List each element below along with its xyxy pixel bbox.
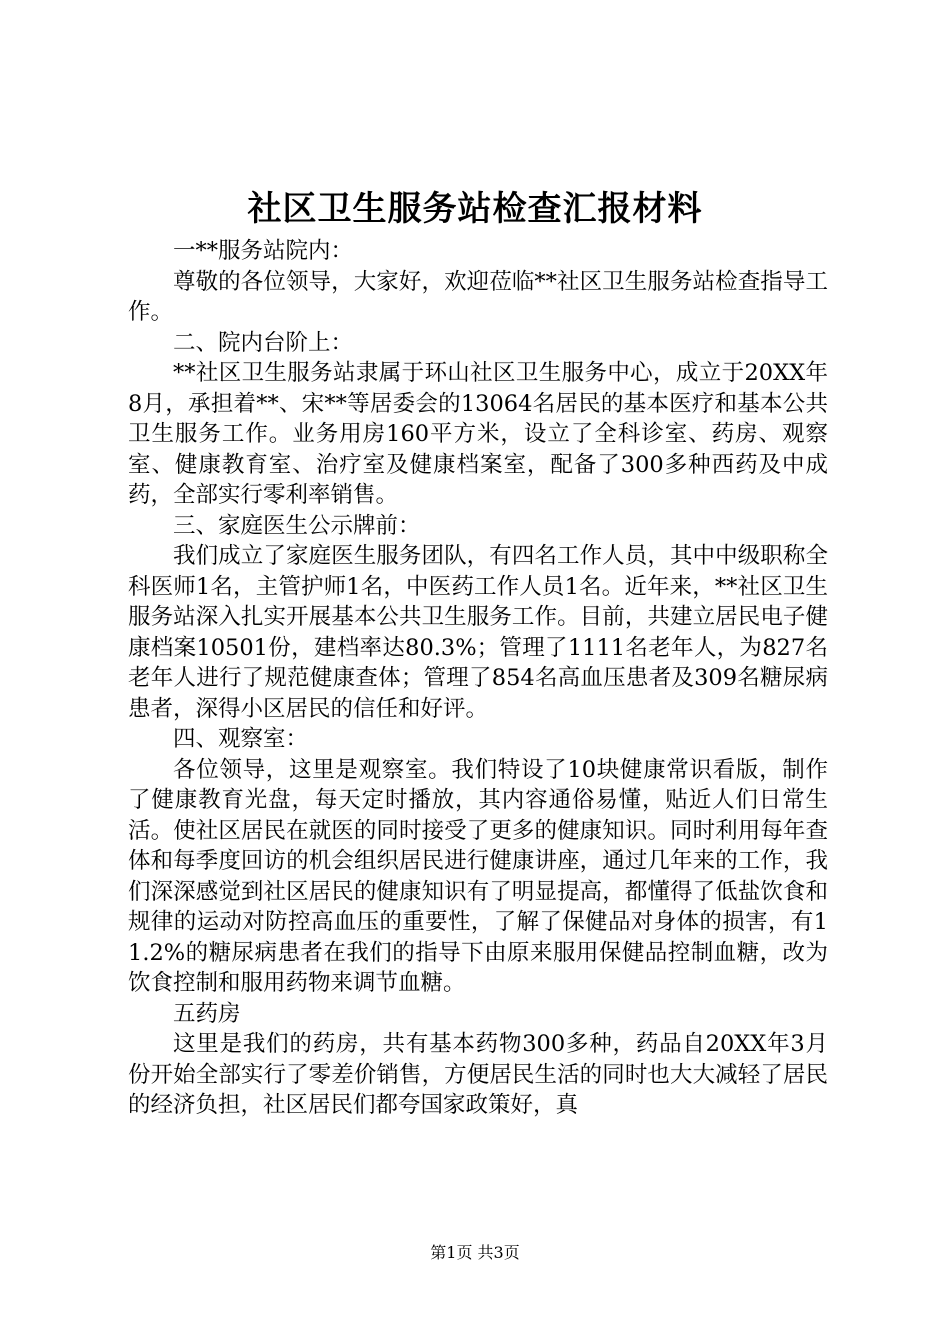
page-number: 第1页 共3页 [430,1243,520,1262]
document-body [128,236,828,1121]
section-heading-observation-room: 四、观察室： [173,726,309,752]
section-heading-steps: 二、院内台阶上： [173,329,354,356]
paragraph-observation-room: 各位领导，这里是观察室。我们特设了10块健康常识看版，制作了健康教育光盘，每天定时播放，其内容通俗易懂，贴近人们日常生活。使社区居民在就医的同时接受了更多的健康知识。同时利用每年查体和每季度回访的机会组织居民进行健康讲座，通过几年来的工作，我们深深感觉到社区居民的健康知识有了明显提高，都懂得了低盐饮食和规律的运动对防控高血压的重要性，了解了保健品对身体的损害，有11.2%的糖尿病患者在我们的指导下由原来服用保健品控制血糖，改为饮食控制和服用药物来调节血糖。 [128,756,828,996]
section-heading-courtyard: 一**服务站院内： [173,238,354,264]
section-heading-pharmacy: 五药房 [173,1000,241,1027]
paragraph-pharmacy: 这里是我们的药房，共有基本药物300多种，药品自20XX年3月份开始全部实行了零差价销售，方便居民生活的同时也大大减轻了居民的经济负担，社区居民们都夸国家政策好，真 [128,1031,828,1118]
paragraph-welcome: 尊敬的各位领导，大家好，欢迎莅临**社区卫生服务站检查指导工作。 [128,268,828,325]
section-heading-family-doctor: 三、家庭医生公示牌前： [173,512,421,539]
document-title: 社区卫生服务站检查汇报材料 [247,189,703,229]
paragraph-family-doctor-team: 我们成立了家庭医生服务团队，有四名工作人员，其中中级职称全科医师1名，主管护师1名，中医药工作人员1名。近年来，**社区卫生服务站深入扎实开展基本公共卫生服务工作。目前，共建立居民电子健康档案10501份，建档率达80.3%；管理了1111名老年人，为827名老年人进行了规范健康查体；管理了854名高血压患者及309名糖尿病患者，深得小区居民的信任和好评。 [128,543,828,722]
paragraph-station-intro: **社区卫生服务站隶属于环山社区卫生服务中心，成立于20XX年8月，承担着**、宋**等居委会的13064名居民的基本医疗和基本公共卫生服务工作。业务用房160平方米，设立了全科诊室、药房、观察室、健康教育室、治疗室及健康档案室，配备了300多种西药及中成药，全部实行零利率销售。 [128,360,828,508]
